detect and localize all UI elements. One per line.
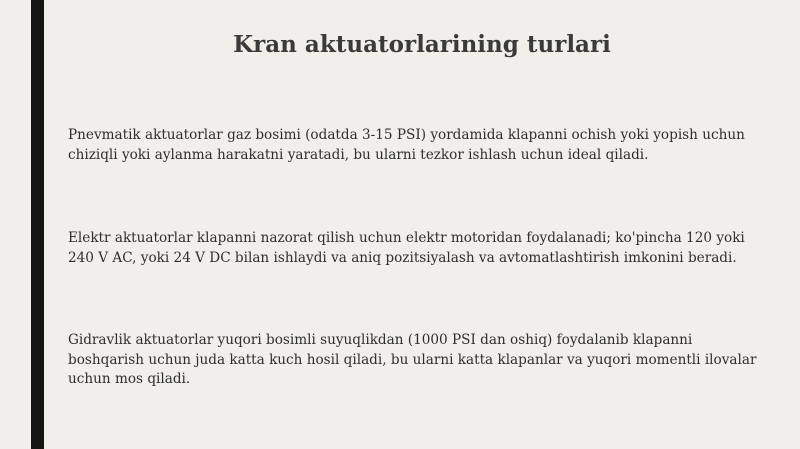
- paragraph-electric: Elektr aktuatorlar klapanni nazorat qilish uchun elektr motoridan foydalanadi; ko'pincha 120 yoki 240 V AC, yoki 24 V DC bilan ishlaydi va aniq pozitsiyalash va avtomatlashtirish imkonini beradi.: [68, 230, 745, 266]
- paragraph-hydraulic: Gidravlik aktuatorlar yuqori bosimli suyuqlikdan (1000 PSI dan oshiq) foydalanib klapanni boshqarish uchun juda katta kuch hosil qiladi, bu ularni katta klapanlar va yuqori momentli ilovalar uchun mos qiladi.: [68, 332, 757, 387]
- paragraph-pneumatic: Pnevmatik aktuatorlar gaz bosimi (odatda 3-15 PSI) yordamida klapanni ochish yoki yopish uchun chiziqli yoki aylanma harakatni yaratadi, bu ularni tezkor ishlash uchun ideal qiladi.: [68, 127, 745, 163]
- slide-title: Kran aktuatorlarining turlari: [233, 31, 611, 58]
- accent-bar: [31, 0, 44, 449]
